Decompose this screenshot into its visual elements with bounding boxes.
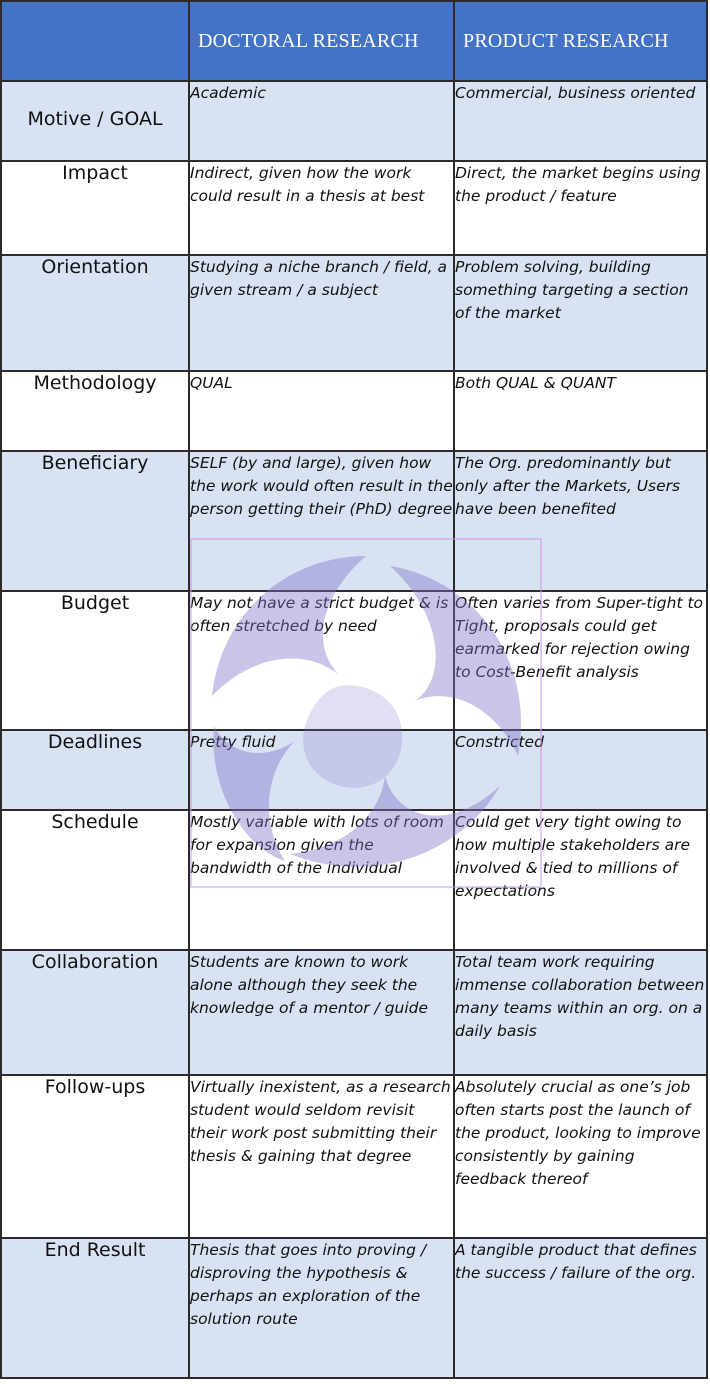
doctoral-cell: SELF (by and large), given how the work would often result in the person getting their (PhD) degree [189,451,454,591]
product-cell: Both QUAL & QUANT [454,371,707,451]
product-cell: A tangible product that defines the success / failure of the org. [454,1238,707,1378]
doctoral-cell: Thesis that goes into proving / disproving the hypothesis & perhaps an exploration of the solution route [189,1238,454,1378]
product-cell: Could get very tight owing to how multiple stakeholders are involved & tied to millions of expectations [454,810,707,950]
doctoral-cell: Virtually inexistent, as a research student would seldom revisit their work post submitting their thesis & gaining that degree [189,1075,454,1238]
row-label: Follow-ups [1,1075,189,1238]
doctoral-cell: Pretty fluid [189,730,454,810]
row-label: Schedule [1,810,189,950]
header-product-research: PRODUCT RESEARCH [454,1,707,81]
row-label: End Result [1,1238,189,1378]
row-label: Collaboration [1,950,189,1075]
table-row-orientation [1,255,707,371]
doctoral-cell: Studying a niche branch / field, a given stream / a subject [189,255,454,371]
header-row [1,1,707,81]
table-row-follow-ups [1,1075,707,1238]
table-row-beneficiary [1,451,707,591]
row-label: Impact [1,161,189,255]
row-label: Motive / GOAL [1,81,189,161]
product-cell: Absolutely crucial as one’s job often starts post the launch of the product, looking to improve consistently by gaining feedback thereof [454,1075,707,1238]
doctoral-cell: Mostly variable with lots of room for expansion given the bandwidth of the individual [189,810,454,950]
row-label: Deadlines [1,730,189,810]
row-label: Beneficiary [1,451,189,591]
product-cell: Commercial, business oriented [454,81,707,161]
product-cell: Total team work requiring immense collaboration between many teams within an org. on a daily basis [454,950,707,1075]
doctoral-cell: QUAL [189,371,454,451]
doctoral-cell: Indirect, given how the work could result in a thesis at best [189,161,454,255]
product-cell: The Org. predominantly but only after the Markets, Users have been benefited [454,451,707,591]
header-doctoral-research: DOCTORAL RESEARCH [189,1,454,81]
row-label: Budget [1,591,189,730]
product-cell: Problem solving, building something targeting a section of the market [454,255,707,371]
doctoral-cell: May not have a strict budget & is often stretched by need [189,591,454,730]
doctoral-cell: Students are known to work alone although they seek the knowledge of a mentor / guide [189,950,454,1075]
table-row-methodology [1,371,707,451]
table-row-collaboration [1,950,707,1075]
row-label: Orientation [1,255,189,371]
row-label: Methodology [1,371,189,451]
table-row-schedule [1,810,707,950]
product-cell: Often varies from Super-tight to Tight, proposals could get earmarked for rejection owing to Cost-Benefit analysis [454,591,707,730]
table-row-impact [1,161,707,255]
table-row-budget [1,591,707,730]
table-row-motive [1,81,707,161]
header-corner-cell [1,1,189,81]
product-cell: Constricted [454,730,707,810]
table-row-deadlines [1,730,707,810]
product-cell: Direct, the market begins using the product / feature [454,161,707,255]
doctoral-cell: Academic [189,81,454,161]
table-row-end-result [1,1238,707,1378]
